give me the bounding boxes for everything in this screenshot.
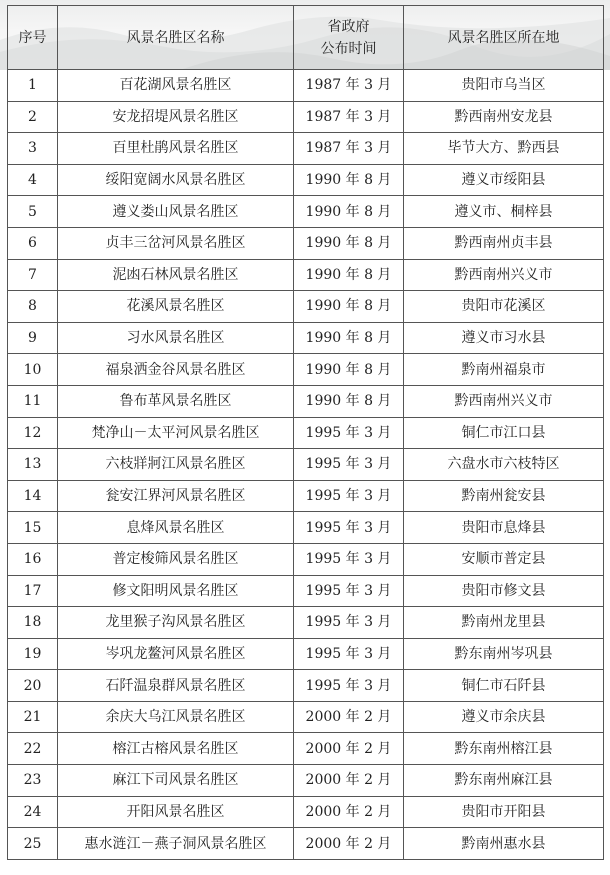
cell-index: 21: [8, 701, 58, 733]
cell-location: 黔东南州榕江县: [404, 733, 604, 765]
cell-index: 5: [8, 196, 58, 228]
cell-location: 贵阳市开阳县: [404, 796, 604, 828]
cell-location: 遵义市习水县: [404, 322, 604, 354]
cell-date: 1990 年 8 月: [294, 227, 404, 259]
header-date-line1: 省政府: [327, 18, 370, 35]
cell-location: 铜仁市石阡县: [404, 670, 604, 702]
cell-location: 黔西南州兴义市: [404, 385, 604, 417]
cell-index: 1: [8, 70, 58, 102]
cell-location: 遵义市绥阳县: [404, 164, 604, 196]
cell-name: 福泉洒金谷风景名胜区: [58, 354, 294, 386]
table-row: [8, 322, 604, 354]
cell-name: 贞丰三岔河风景名胜区: [58, 227, 294, 259]
cell-index: 24: [8, 796, 58, 828]
table-row: [8, 385, 604, 417]
table-row: [8, 733, 604, 765]
cell-location: 贵阳市花溪区: [404, 291, 604, 323]
cell-name: 岑巩龙鳌河风景名胜区: [58, 638, 294, 670]
cell-index: 18: [8, 607, 58, 639]
cell-index: 4: [8, 164, 58, 196]
table-row: [8, 701, 604, 733]
table-row: [8, 607, 604, 639]
cell-name: 惠水涟江－燕子洞风景名胜区: [58, 828, 294, 860]
cell-index: 14: [8, 480, 58, 512]
table-row: [8, 480, 604, 512]
cell-name: 开阳风景名胜区: [58, 796, 294, 828]
cell-name: 绥阳宽阔水风景名胜区: [58, 164, 294, 196]
cell-name: 余庆大乌江风景名胜区: [58, 701, 294, 733]
table-row: [8, 512, 604, 544]
cell-name: 百里杜鹃风景名胜区: [58, 133, 294, 165]
cell-date: 1995 年 3 月: [294, 480, 404, 512]
table-row: [8, 259, 604, 291]
cell-date: 1990 年 8 月: [294, 385, 404, 417]
cell-date: 1995 年 3 月: [294, 512, 404, 544]
cell-date: 2000 年 2 月: [294, 765, 404, 797]
header-date: [294, 6, 404, 70]
cell-location: 黔东南州岑巩县: [404, 638, 604, 670]
table-row: [8, 575, 604, 607]
cell-date: 1990 年 8 月: [294, 291, 404, 323]
cell-name: 泥凼石林风景名胜区: [58, 259, 294, 291]
cell-location: 黔东南州麻江县: [404, 765, 604, 797]
cell-name: 石阡温泉群风景名胜区: [58, 670, 294, 702]
cell-index: 11: [8, 385, 58, 417]
cell-index: 6: [8, 227, 58, 259]
cell-index: 3: [8, 133, 58, 165]
table-row: [8, 133, 604, 165]
cell-index: 10: [8, 354, 58, 386]
cell-name: 百花湖风景名胜区: [58, 70, 294, 102]
cell-location: 遵义市、桐梓县: [404, 196, 604, 228]
cell-location: 黔西南州安龙县: [404, 101, 604, 133]
cell-date: 1990 年 8 月: [294, 322, 404, 354]
cell-location: 黔西南州贞丰县: [404, 227, 604, 259]
cell-location: 铜仁市江口县: [404, 417, 604, 449]
cell-index: 9: [8, 322, 58, 354]
cell-name: 麻江下司风景名胜区: [58, 765, 294, 797]
table-row: [8, 101, 604, 133]
table-body: [8, 70, 604, 860]
cell-date: 1990 年 8 月: [294, 354, 404, 386]
cell-location: 黔南州惠水县: [404, 828, 604, 860]
cell-date: 1995 年 3 月: [294, 543, 404, 575]
cell-name: 龙里猴子沟风景名胜区: [58, 607, 294, 639]
table-header-row: [8, 6, 604, 70]
cell-location: 黔南州福泉市: [404, 354, 604, 386]
header-name: 风景名胜区名称: [58, 6, 294, 70]
header-index: 序号: [8, 6, 58, 70]
table-row: [8, 765, 604, 797]
table-row: [8, 227, 604, 259]
cell-index: 7: [8, 259, 58, 291]
table-row: [8, 638, 604, 670]
cell-date: 1995 年 3 月: [294, 638, 404, 670]
cell-date: 2000 年 2 月: [294, 828, 404, 860]
cell-name: 普定梭筛风景名胜区: [58, 543, 294, 575]
cell-location: 贵阳市乌当区: [404, 70, 604, 102]
table-row: [8, 449, 604, 481]
cell-date: 1990 年 8 月: [294, 196, 404, 228]
cell-date: 1995 年 3 月: [294, 417, 404, 449]
cell-name: 习水风景名胜区: [58, 322, 294, 354]
cell-date: 1987 年 3 月: [294, 101, 404, 133]
cell-name: 六枝牂牁江风景名胜区: [58, 449, 294, 481]
cell-date: 1990 年 8 月: [294, 259, 404, 291]
cell-index: 12: [8, 417, 58, 449]
cell-date: 2000 年 2 月: [294, 733, 404, 765]
cell-location: 贵阳市息烽县: [404, 512, 604, 544]
cell-index: 16: [8, 543, 58, 575]
cell-index: 8: [8, 291, 58, 323]
cell-date: 1987 年 3 月: [294, 133, 404, 165]
table-row: [8, 164, 604, 196]
cell-index: 25: [8, 828, 58, 860]
cell-date: 1987 年 3 月: [294, 70, 404, 102]
cell-index: 23: [8, 765, 58, 797]
cell-index: 2: [8, 101, 58, 133]
cell-name: 修文阳明风景名胜区: [58, 575, 294, 607]
cell-date: 1990 年 8 月: [294, 164, 404, 196]
cell-index: 17: [8, 575, 58, 607]
table-row: [8, 354, 604, 386]
header-location: 风景名胜区所在地: [404, 6, 604, 70]
cell-location: 遵义市余庆县: [404, 701, 604, 733]
cell-name: 息烽风景名胜区: [58, 512, 294, 544]
cell-location: 毕节大方、黔西县: [404, 133, 604, 165]
table-row: [8, 417, 604, 449]
scenic-areas-table: [7, 5, 604, 860]
cell-location: 黔西南州兴义市: [404, 259, 604, 291]
cell-date: 1995 年 3 月: [294, 670, 404, 702]
cell-index: 22: [8, 733, 58, 765]
header-date-line2: 公布时间: [320, 40, 377, 57]
cell-name: 鲁布革风景名胜区: [58, 385, 294, 417]
cell-index: 19: [8, 638, 58, 670]
cell-date: 1995 年 3 月: [294, 607, 404, 639]
table-row: [8, 543, 604, 575]
cell-index: 13: [8, 449, 58, 481]
cell-date: 2000 年 2 月: [294, 796, 404, 828]
table-row: [8, 196, 604, 228]
cell-index: 20: [8, 670, 58, 702]
cell-name: 遵义娄山风景名胜区: [58, 196, 294, 228]
cell-location: 黔南州龙里县: [404, 607, 604, 639]
cell-name: 安龙招堤风景名胜区: [58, 101, 294, 133]
cell-location: 六盘水市六枝特区: [404, 449, 604, 481]
table-row: [8, 670, 604, 702]
table-row: [8, 70, 604, 102]
cell-date: 1995 年 3 月: [294, 449, 404, 481]
cell-name: 花溪风景名胜区: [58, 291, 294, 323]
cell-location: 黔南州瓮安县: [404, 480, 604, 512]
table-row: [8, 796, 604, 828]
cell-name: 榕江古榕风景名胜区: [58, 733, 294, 765]
cell-name: 瓮安江界河风景名胜区: [58, 480, 294, 512]
cell-index: 15: [8, 512, 58, 544]
cell-location: 贵阳市修文县: [404, 575, 604, 607]
table-row: [8, 828, 604, 860]
cell-date: 1995 年 3 月: [294, 575, 404, 607]
cell-date: 2000 年 2 月: [294, 701, 404, 733]
table-row: [8, 291, 604, 323]
cell-location: 安顺市普定县: [404, 543, 604, 575]
cell-name: 梵净山－太平河风景名胜区: [58, 417, 294, 449]
